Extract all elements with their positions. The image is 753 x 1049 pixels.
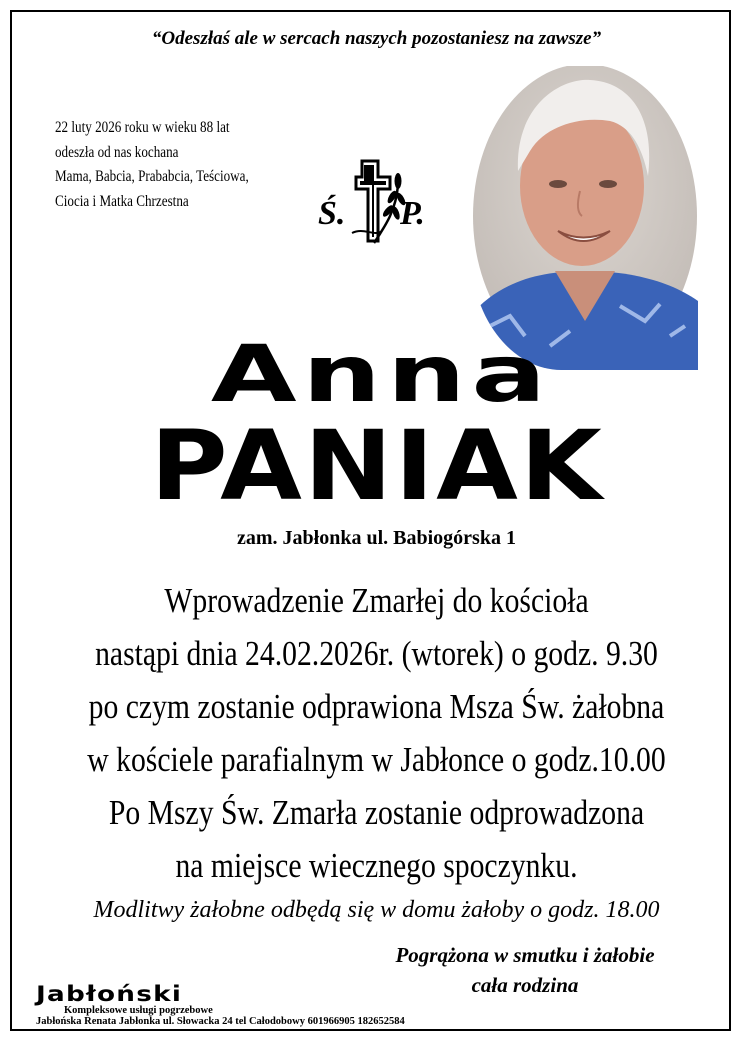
detail-line: w kościele parafialnym w Jabłonce o godz.10.00 <box>87 741 666 779</box>
family-line: Pogrążona w smutku i żałobie <box>395 943 655 967</box>
motto: “Odeszłaś ale w sercach naszych pozostaniesz na zawsze” <box>151 28 602 49</box>
intro-line: Mama, Babcia, Prababcia, Teściowa, <box>55 168 249 185</box>
detail-line: na miejsce wiecznego spoczynku. <box>175 847 578 885</box>
family-signature <box>340 940 710 1000</box>
detail-line: Po Mszy Św. Zmarła zostanie odprowadzona <box>108 794 645 832</box>
sp-emblem <box>318 155 428 250</box>
funeral-home-contact: Jabłońska Renata Jabłonka ul. Słowacka 24 tel Całodobowy 601966905 182652584 <box>36 1016 405 1027</box>
detail-line: po czym zostanie odprawiona Msza Św. żałobna <box>88 688 665 726</box>
funeral-home-logo: Jabłoński <box>36 982 183 1006</box>
cross-with-wheat-icon <box>346 155 408 250</box>
prayer-info: Modlitwy żałobne odbędą się w domu żałoby o godz. 18.00 <box>93 897 660 923</box>
intro-line: odeszła od nas kochana <box>55 143 179 161</box>
funeral-home-tagline: Kompleksowe usługi pogrzebowe <box>64 1005 213 1016</box>
portrait-photo <box>470 66 698 370</box>
family-line: cała rodzina <box>471 973 579 997</box>
ceremony-details <box>0 575 753 893</box>
detail-line: Wprowadzenie Zmarłej do kościoła <box>164 582 589 620</box>
emblem-left-letter: Ś. <box>318 195 346 232</box>
last-name: PANIAK <box>150 410 605 522</box>
address: zam. Jabłonka ul. Babiogórska 1 <box>237 527 516 549</box>
emblem-right-letter: P. <box>400 195 425 232</box>
intro-line: 22 luty 2026 roku w wieku 88 lat <box>55 119 230 136</box>
detail-line: nastąpi dnia 24.02.2026r. (wtorek) o godz. 9.30 <box>95 635 658 673</box>
first-name: Anna <box>210 330 552 420</box>
intro-text <box>55 116 249 214</box>
intro-line: Ciocia i Matka Chrzestna <box>55 192 189 210</box>
